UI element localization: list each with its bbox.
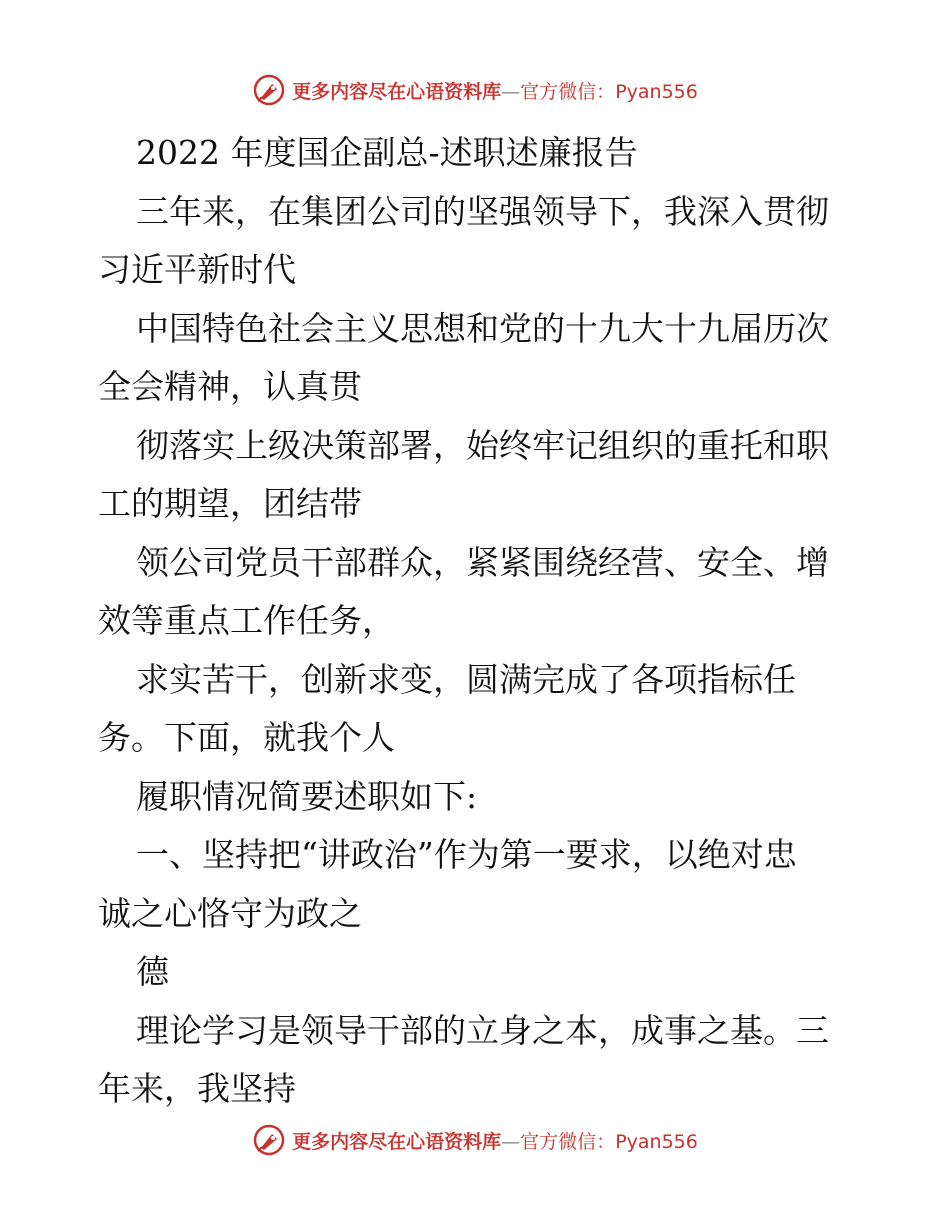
text-line: 彻落实上级决策部署，始终牢记组织的重托和职: [136, 425, 829, 465]
text-line: 诚之心恪守为政之: [98, 893, 362, 933]
text-line: 三年来，在集团公司的坚强领导下，我深入贯彻: [136, 191, 829, 231]
pen-nib-circle-icon: [252, 1123, 286, 1157]
text-line: 履职情况简要述职如下:: [136, 776, 478, 816]
footer-watermark: [0, 1120, 950, 1160]
text-line: 全会精神，认真贯: [98, 367, 362, 406]
header-watermark: [0, 70, 950, 110]
text-line: 效等重点工作任务，: [98, 601, 395, 640]
text-line: 理论学习是领导干部的立身之本，成事之基。三: [136, 1010, 829, 1050]
pen-nib-circle-icon: [252, 73, 286, 107]
text-line: 一、坚持把“讲政治”作为第一要求，以绝对忠: [136, 835, 797, 874]
text-line: 求实苦干，创新求变，圆满完成了各项指标任: [136, 659, 796, 699]
document-title: 2022 年度国企副总-述职述廉报告: [136, 133, 638, 172]
text-line: 领公司党员干部群众，紧紧围绕经营、安全、增: [136, 542, 829, 582]
text-line: 年来，我坚持: [98, 1069, 296, 1108]
text-line: 务。下面，就我个人: [98, 718, 395, 757]
watermark-text: 更多内容尽在心语资料库—官方微信：Pyan556: [292, 1130, 698, 1153]
text-line: 德: [136, 952, 169, 991]
text-line: 中国特色社会主义思想和党的十九大十九届历次: [136, 308, 829, 348]
text-line: 工的期望，团结带: [98, 484, 362, 523]
text-line: 习近平新时代: [98, 250, 296, 289]
document-body: [98, 124, 858, 1119]
watermark-text: 更多内容尽在心语资料库—官方微信：Pyan556: [292, 80, 698, 103]
